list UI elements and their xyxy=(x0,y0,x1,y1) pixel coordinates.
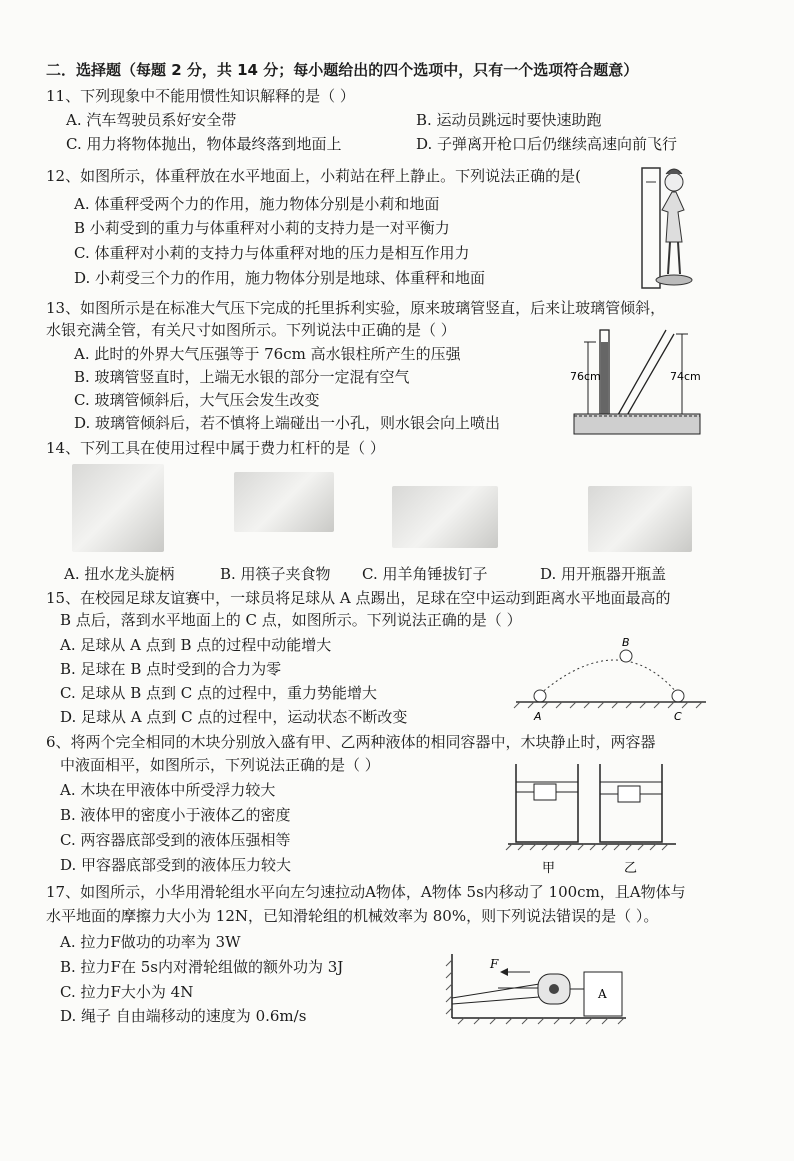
q17-pulley-figure xyxy=(440,952,630,1028)
bottle-opener-photo xyxy=(588,486,692,552)
q15-stem-line2: B 点后，落到水平地面上的 C 点，如图所示。下列说法正确的是（ ） xyxy=(60,611,522,629)
q15-option-c: C. 足球从 B 点到 C 点的过程中，重力势能增大 xyxy=(60,684,378,702)
q12-option-a: A. 体重秤受两个力的作用，施力物体分别是小莉和地面 xyxy=(74,195,440,213)
q15-option-b: B. 足球在 B 点时受到的合力为零 xyxy=(60,660,282,678)
q13-stem-line2: 水银充满全管，有关尺寸如图所示。下列说法中正确的是（ ） xyxy=(46,321,456,339)
q15-label-a: A xyxy=(534,710,542,723)
q13-torricelli-figure xyxy=(570,328,710,438)
q13-option-b: B. 玻璃管竖直时，上端无水银的部分一定混有空气 xyxy=(74,368,410,386)
q11-option-b: B. 运动员跳远时要快速助跑 xyxy=(416,111,602,129)
q17-option-b: B. 拉力F在 5s内对滑轮组做的额外功为 3J xyxy=(60,958,344,976)
q17-label-f: F xyxy=(490,957,499,971)
q14-option-d: D. 用开瓶器开瓶盖 xyxy=(540,565,667,583)
q16-stem-line1: 6、将两个完全相同的木块分别放入盛有甲、乙两种液体的相同容器中，木块静止时，两容器 xyxy=(46,733,656,751)
section-header: 二．选择题（每题 2 分，共 14 分；每小题给出的四个选项中，只有一个选项符合题意） xyxy=(46,61,639,79)
q16-containers-figure xyxy=(504,760,680,878)
q17-option-d: D. 绳子 自由端移动的速度为 0.6m/s xyxy=(60,1007,307,1025)
q14-option-a: A. 扭水龙头旋柄 xyxy=(64,565,175,583)
q17-stem-line2: 水平地面的摩擦力大小为 12N，已知滑轮组的机械效率为 80%，则下列说法错误的是（ ）。 xyxy=(46,907,659,925)
q17-label-a: A xyxy=(598,987,607,1001)
q12-option-d: D. 小莉受三个力的作用，施力物体分别是地球、体重秤和地面 xyxy=(74,269,486,287)
q17-stem-line1: 17、如图所示，小华用滑轮组水平向左匀速拉动A物体，A物体 5s内移动了 100cm，且A物体与 xyxy=(46,883,686,901)
q11-option-a: A. 汽车驾驶员系好安全带 xyxy=(66,111,237,129)
q12-option-c: C. 体重秤对小莉的支持力与体重秤对地的压力是相互作用力 xyxy=(74,244,470,262)
q13-option-d: D. 玻璃管倾斜后，若不慎将上端碰出一小孔，则水银会向上喷出 xyxy=(74,414,501,432)
claw-hammer-photo xyxy=(392,486,498,548)
q17-option-c: C. 拉力F大小为 4N xyxy=(60,983,194,1001)
q16-stem-line2: 中液面相平，如图所示，下列说法正确的是（ ） xyxy=(60,756,380,774)
q15-stem-line1: 15、在校园足球友谊赛中，一球员将足球从 A 点踢出，足球在空中运动到距离水平地面最高的 xyxy=(46,589,671,607)
q16-label-jia: 甲 xyxy=(542,861,556,876)
q16-option-c: C. 两容器底部受到的液体压强相等 xyxy=(60,831,291,849)
q13-stem-line1: 13、如图所示是在标准大气压下完成的托里拆利实验，原来玻璃管竖直，后来让玻璃管倾斜， xyxy=(46,299,666,317)
q12-option-b: B 小莉受到的重力与体重秤对小莉的支持力是一对平衡力 xyxy=(74,219,450,237)
q13-option-a: A. 此时的外界大气压强等于 76cm 高水银柱所产生的压强 xyxy=(74,345,461,363)
q11-stem: 11、下列现象中不能用惯性知识解释的是（ ） xyxy=(46,87,355,105)
q15-label-c: C xyxy=(674,710,682,723)
q15-label-b: B xyxy=(622,636,630,649)
q12-stem: 12、如图所示，体重秤放在水平地面上，小莉站在秤上静止。下列说法正确的是( xyxy=(46,167,581,185)
chopsticks-photo xyxy=(234,472,334,532)
q14-stem: 14、下列工具在使用过程中属于费力杠杆的是（ ） xyxy=(46,439,385,457)
q14-option-c: C. 用羊角锤拔钉子 xyxy=(362,565,488,583)
q14-option-b: B. 用筷子夹食物 xyxy=(220,565,331,583)
q15-option-d: D. 足球从 A 点到 C 点的过程中，运动状态不断改变 xyxy=(60,708,408,726)
q17-option-a: A. 拉力F做功的功率为 3W xyxy=(60,933,241,951)
q15-trajectory-figure xyxy=(510,632,710,724)
q13-label-74cm: 74cm xyxy=(670,370,701,383)
q16-label-yi: 乙 xyxy=(624,861,638,876)
q16-option-d: D. 甲容器底部受到的液体压力较大 xyxy=(60,856,292,874)
q16-option-b: B. 液体甲的密度小于液体乙的密度 xyxy=(60,806,291,824)
faucet-handle-photo xyxy=(72,464,164,552)
q16-option-a: A. 木块在甲液体中所受浮力较大 xyxy=(60,781,276,799)
q11-option-d: D. 子弹离开枪口后仍继续高速向前飞行 xyxy=(416,135,678,153)
q13-option-c: C. 玻璃管倾斜后，大气压会发生改变 xyxy=(74,391,320,409)
q12-scale-figure xyxy=(636,162,696,292)
q11-option-c: C. 用力将物体抛出，物体最终落到地面上 xyxy=(66,135,342,153)
q13-label-76cm: 76cm xyxy=(570,370,601,383)
q15-option-a: A. 足球从 A 点到 B 点的过程中动能增大 xyxy=(60,636,332,654)
